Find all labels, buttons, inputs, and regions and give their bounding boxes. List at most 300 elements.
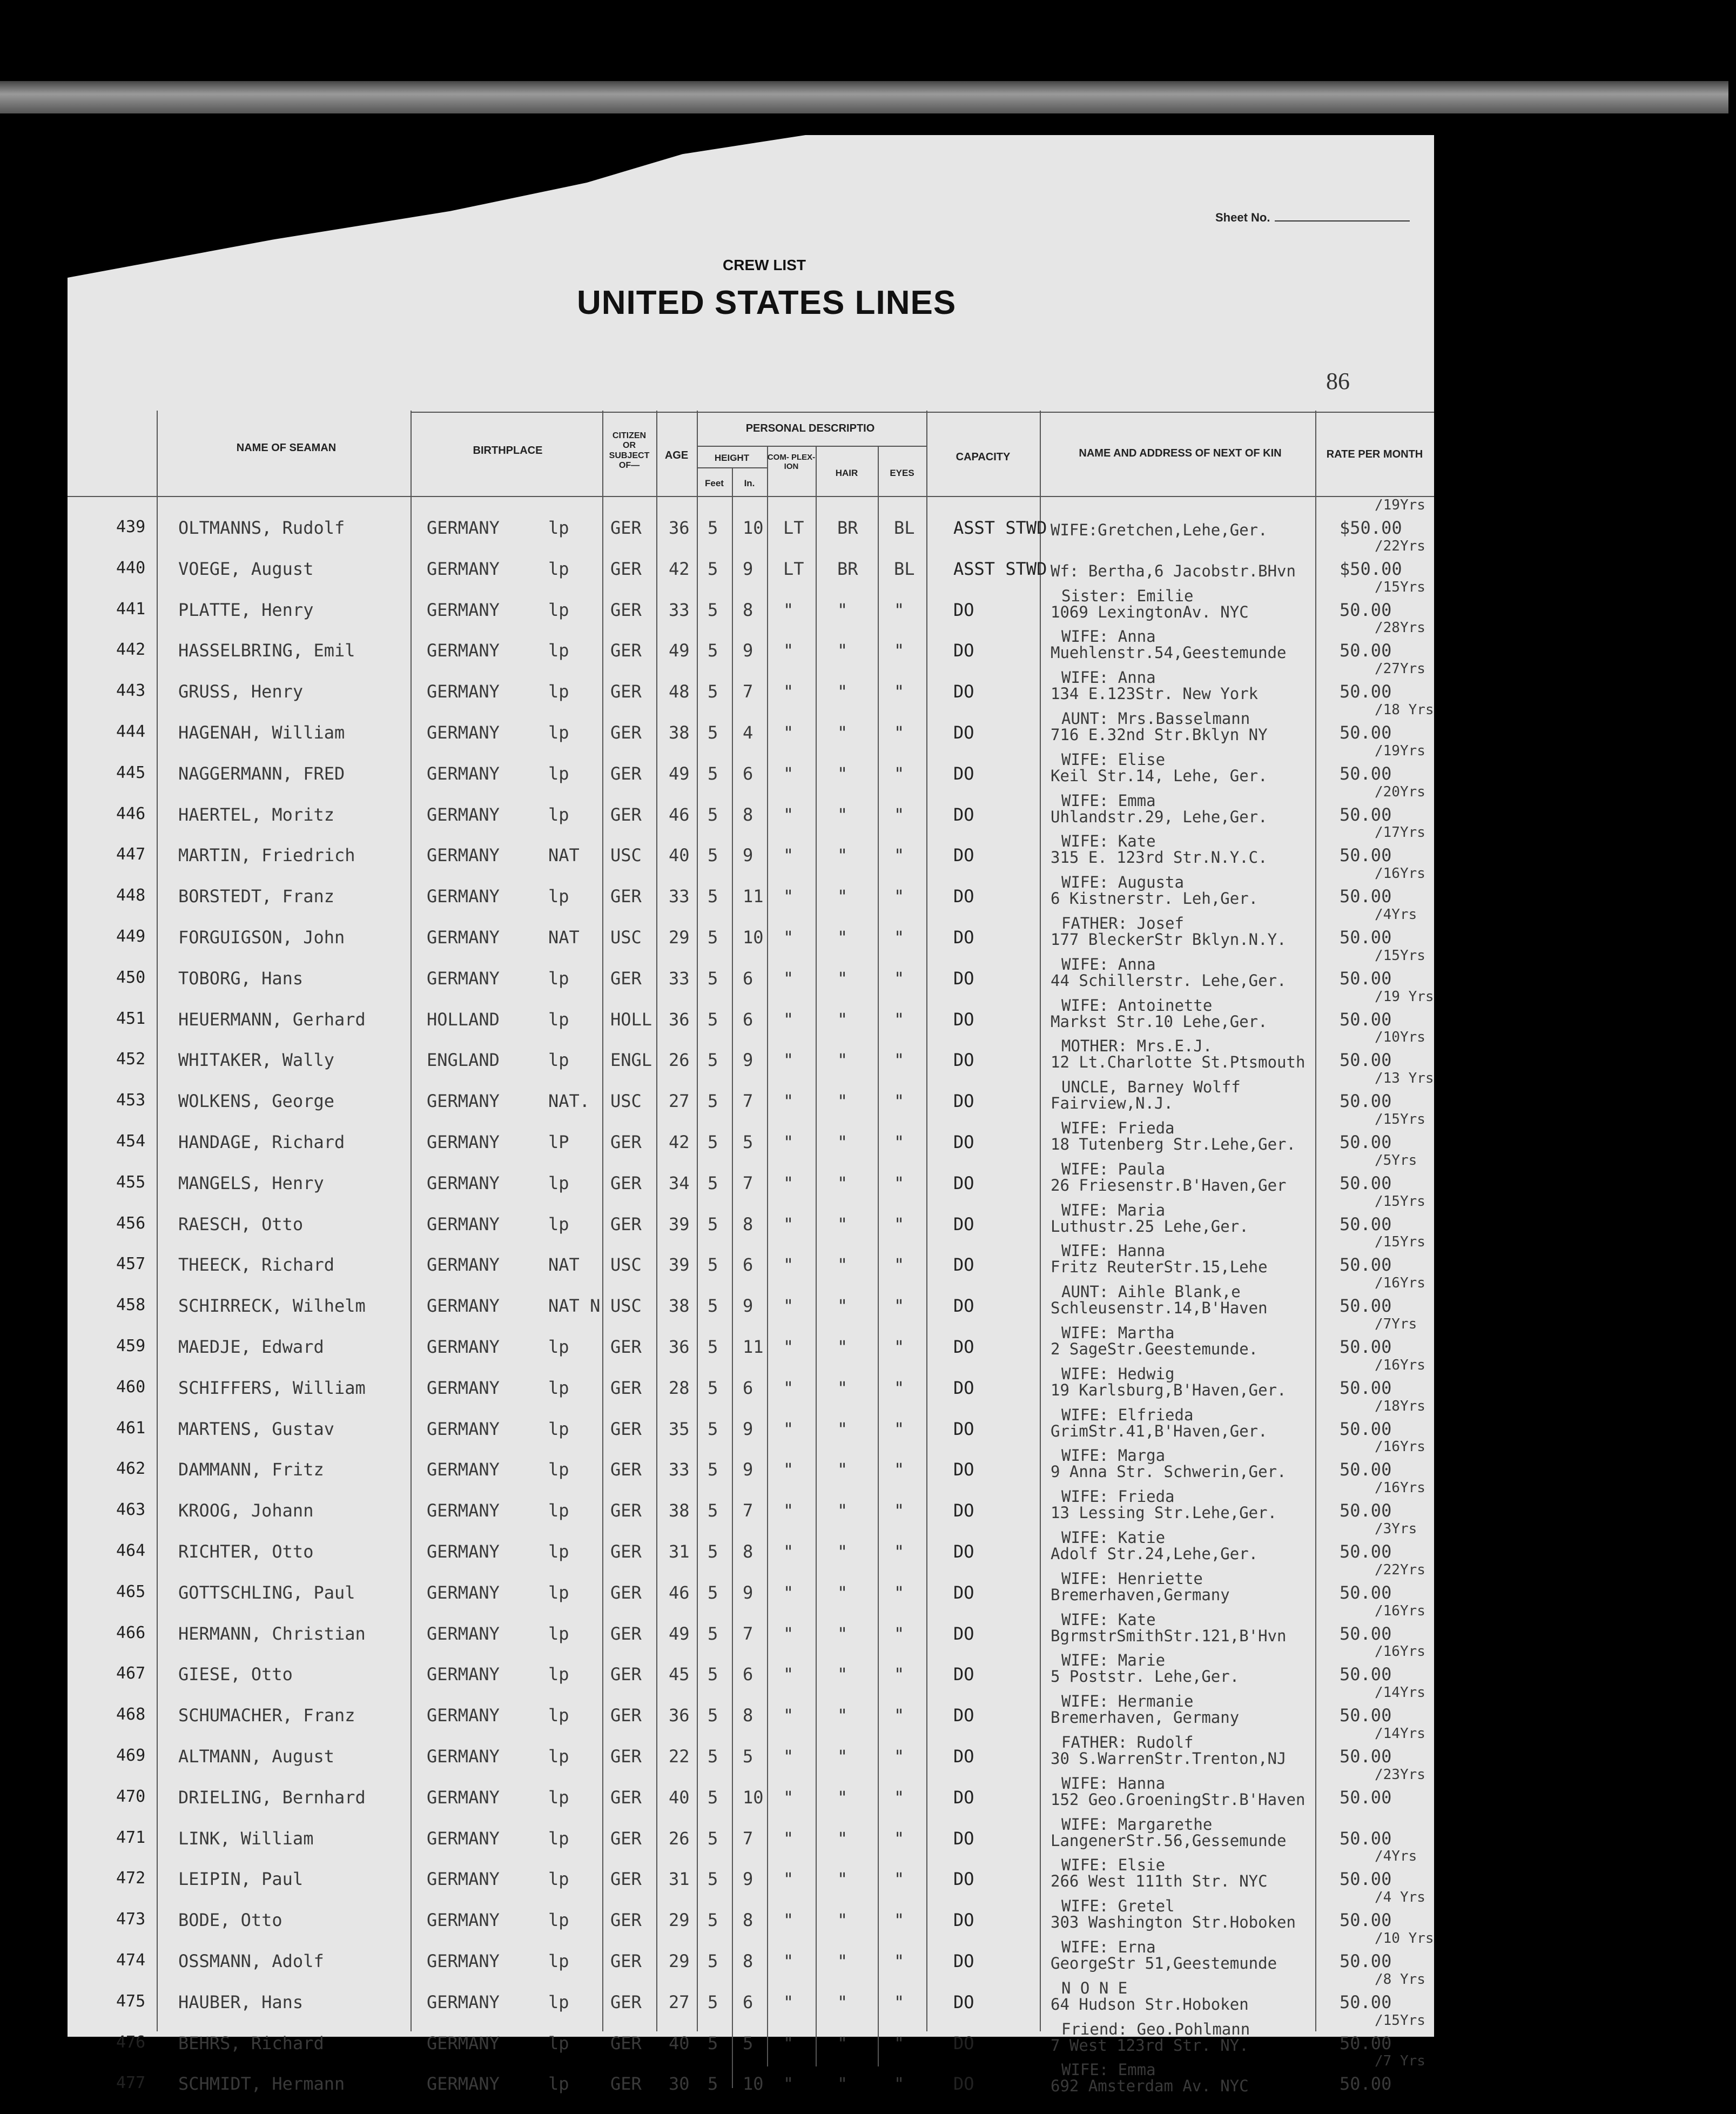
next-of-kin-name: WIFE: Martha <box>1061 1324 1175 1342</box>
seaman-name: OSSMANN, Adolf <box>178 1951 324 1971</box>
capacity: DO <box>953 1091 974 1112</box>
height-feet: 5 <box>708 2032 718 2053</box>
height-feet: 5 <box>708 722 718 743</box>
height-inches: 9 <box>743 1050 753 1071</box>
height-feet: 5 <box>708 558 718 579</box>
complexion: " <box>783 845 794 866</box>
complexion: " <box>783 1009 794 1030</box>
years-service: /28Yrs <box>1375 620 1425 636</box>
eye-color: " <box>894 1377 905 1398</box>
hair-color: " <box>837 1459 848 1480</box>
complexion: " <box>783 1418 794 1439</box>
height-feet: 5 <box>708 1296 718 1317</box>
years-service: /15Yrs <box>1375 1234 1425 1251</box>
years-service: /16Yrs <box>1375 1643 1425 1660</box>
film-edge-band <box>0 81 1728 113</box>
height-inches: 6 <box>743 1009 753 1030</box>
complexion: " <box>783 763 794 784</box>
header-rate: RATE PER MONTH <box>1326 448 1423 460</box>
rate-per-month: 50.00 <box>1340 2073 1392 2095</box>
height-feet: 5 <box>708 1459 718 1480</box>
personal-desc-rule <box>697 446 926 447</box>
table-row <box>0 1357 1736 1397</box>
row-number: 457 <box>116 1254 146 1274</box>
next-of-kin-address: Uhlandstr.29, Lehe,Ger. <box>1051 807 1268 826</box>
hair-color: " <box>837 1500 848 1521</box>
table-row <box>0 1111 1736 1151</box>
eye-color: " <box>894 1091 905 1112</box>
age: 48 <box>669 681 690 702</box>
rate-per-month: 50.00 <box>1340 886 1392 907</box>
years-service: /16Yrs <box>1375 1275 1425 1292</box>
next-of-kin-address: 44 Schillerstr. Lehe,Ger. <box>1051 971 1287 990</box>
citizenship: GER <box>610 1172 642 1193</box>
birthplace: GERMANY <box>427 599 500 620</box>
next-of-kin-address: BgrmstrSmithStr.121,B'Hvn <box>1051 1626 1287 1645</box>
citizenship: GER <box>610 2073 642 2095</box>
seaman-name: NAGGERMANN, FRED <box>178 763 345 784</box>
capacity: DO <box>953 640 974 661</box>
age: 49 <box>669 640 690 661</box>
years-service: /22Yrs <box>1375 538 1425 554</box>
capacity: DO <box>953 1009 974 1030</box>
next-of-kin-address: 134 E.123Str. New York <box>1051 684 1259 703</box>
hair-color: " <box>837 1296 848 1317</box>
capacity: ASST STWD <box>953 558 1047 579</box>
height-feet: 5 <box>708 1050 718 1071</box>
row-number: 455 <box>116 1172 146 1192</box>
height-feet: 5 <box>708 599 718 620</box>
age: 36 <box>669 1337 690 1357</box>
next-of-kin-address: 315 E. 123rd Str.N.Y.C. <box>1051 848 1268 867</box>
hair-color: " <box>837 1050 848 1071</box>
seaman-name: BEHRS, Richard <box>178 2032 324 2053</box>
row-number: 469 <box>116 1746 146 1765</box>
row-number: 473 <box>116 1910 146 1929</box>
next-of-kin-name: WIFE: Maria <box>1061 1200 1166 1219</box>
next-of-kin-name: WIFE: Hermanie <box>1061 1692 1194 1711</box>
height-inches: 10 <box>743 518 764 538</box>
age: 33 <box>669 968 690 989</box>
citizenship: GER <box>610 1951 642 1971</box>
height-inches: 9 <box>743 1418 753 1439</box>
citizenship: GER <box>610 1541 642 1562</box>
entry-mark: lp <box>548 1664 569 1685</box>
hair-color: " <box>837 1664 848 1685</box>
rate-per-month: 50.00 <box>1340 1172 1392 1193</box>
next-of-kin-name: WIFE: Elfrieda <box>1061 1405 1194 1424</box>
row-number: 462 <box>116 1459 146 1479</box>
age: 45 <box>669 1664 690 1685</box>
age: 42 <box>669 558 690 579</box>
table-row <box>0 661 1736 701</box>
birthplace: GERMANY <box>427 1091 500 1112</box>
complexion: " <box>783 1296 794 1317</box>
age: 38 <box>669 1500 690 1521</box>
height-inches: 9 <box>743 558 753 579</box>
row-number: 456 <box>116 1213 146 1233</box>
next-of-kin-name: WIFE: Elise <box>1061 750 1166 769</box>
row-number: 474 <box>116 1951 146 1970</box>
birthplace: GERMANY <box>427 2073 500 2095</box>
next-of-kin-name: WIFE: Katie <box>1061 1528 1166 1547</box>
eye-color: " <box>894 1746 905 1767</box>
height-inches: 10 <box>743 927 764 948</box>
years-service: /15Yrs <box>1375 579 1425 595</box>
height-inches: 9 <box>743 1582 753 1603</box>
citizenship: GER <box>610 1991 642 2012</box>
capacity: DO <box>953 1828 974 1849</box>
row-number: 453 <box>116 1091 146 1110</box>
entry-mark: lp <box>548 640 569 661</box>
hair-color: " <box>837 1828 848 1849</box>
entry-mark: lp <box>548 681 569 702</box>
birthplace: GERMANY <box>427 1623 500 1644</box>
table-row <box>0 2012 1736 2055</box>
citizenship: GER <box>610 763 642 784</box>
height-inches: 10 <box>743 1787 764 1808</box>
next-of-kin-address: 12 Lt.Charlotte St.Ptsmouth <box>1051 1053 1306 1072</box>
row-number: 451 <box>116 1009 146 1028</box>
eye-color: " <box>894 599 905 620</box>
complexion: LT <box>783 558 804 579</box>
age: 31 <box>669 1869 690 1890</box>
eye-color: " <box>894 1910 905 1931</box>
birthplace: GERMANY <box>427 1991 500 2012</box>
capacity: DO <box>953 1296 974 1317</box>
next-of-kin-name: WIFE: Kate <box>1061 1610 1156 1629</box>
capacity: ASST STWD <box>953 518 1047 538</box>
age: 33 <box>669 1459 690 1480</box>
height-feet: 5 <box>708 1009 718 1030</box>
years-service: /15Yrs <box>1375 2012 1425 2029</box>
seaman-name: OLTMANNS, Rudolf <box>178 518 345 538</box>
age: 29 <box>669 1910 690 1931</box>
height-inches: 7 <box>743 1091 753 1112</box>
next-of-kin-address: 5 Poststr. Lehe,Ger. <box>1051 1667 1240 1686</box>
height-inches: 8 <box>743 1951 753 1971</box>
rate-per-month: 50.00 <box>1340 927 1392 948</box>
eye-color: " <box>894 1991 905 2012</box>
next-of-kin-name: WIFE: Elsie <box>1061 1856 1166 1875</box>
age: 34 <box>669 1172 690 1193</box>
hair-color: " <box>837 1091 848 1112</box>
height-inches: 10 <box>743 2073 764 2095</box>
height-feet: 5 <box>708 1664 718 1685</box>
citizenship: USC <box>610 1254 642 1276</box>
birthplace: GERMANY <box>427 1172 500 1193</box>
height-feet: 5 <box>708 763 718 784</box>
header-birthplace: BIRTHPLACE <box>473 445 543 457</box>
next-of-kin-name: WIFE: Henriette <box>1061 1569 1203 1588</box>
complexion: " <box>783 681 794 702</box>
header-next-of-kin: NAME AND ADDRESS OF NEXT OF KIN <box>1079 447 1282 459</box>
rate-per-month: 50.00 <box>1340 763 1392 784</box>
height-inches: 9 <box>743 1459 753 1480</box>
birthplace: GERMANY <box>427 1132 500 1152</box>
table-row <box>0 1930 1736 1970</box>
birthplace: GERMANY <box>427 927 500 948</box>
citizenship: GER <box>610 1664 642 1685</box>
capacity: DO <box>953 1746 974 1767</box>
age: 36 <box>669 1009 690 1030</box>
table-row <box>0 824 1736 867</box>
row-number: 450 <box>116 968 146 987</box>
seaman-name: DRIELING, Bernhard <box>178 1787 366 1808</box>
hair-color: BR <box>837 558 858 579</box>
next-of-kin-address: 692 Amsterdam Av. NYC <box>1051 2077 1249 2096</box>
citizenship: USC <box>610 1091 642 1112</box>
seaman-name: HASSELBRING, Emil <box>178 640 355 661</box>
birthplace: GERMANY <box>427 1664 500 1685</box>
age: 30 <box>669 2073 690 2095</box>
seaman-name: HANDAGE, Richard <box>178 1132 345 1152</box>
height-feet: 5 <box>708 1951 718 1971</box>
citizenship: GER <box>610 1787 642 1808</box>
birthplace: GERMANY <box>427 518 500 538</box>
height-inches: 6 <box>743 1254 753 1276</box>
age: 42 <box>669 1132 690 1152</box>
entry-mark: lp <box>548 1582 569 1603</box>
capacity: DO <box>953 1582 974 1603</box>
entry-mark: lp <box>548 518 569 538</box>
entry-mark: lp <box>548 1172 569 1193</box>
height-feet: 5 <box>708 927 718 948</box>
birthplace: GERMANY <box>427 1254 500 1276</box>
eye-color: " <box>894 640 905 661</box>
hair-color: " <box>837 1705 848 1726</box>
complexion: " <box>783 1459 794 1480</box>
age: 40 <box>669 845 690 866</box>
next-of-kin-address: Keil Str.14, Lehe, Ger. <box>1051 766 1268 785</box>
table-row <box>0 1521 1736 1561</box>
citizenship: GER <box>610 518 642 538</box>
table-row <box>0 1562 1736 1602</box>
rate-per-month: 50.00 <box>1340 599 1392 620</box>
capacity: DO <box>953 1541 974 1562</box>
years-service: /22Yrs <box>1375 1561 1425 1578</box>
hair-color: " <box>837 681 848 702</box>
complexion: " <box>783 968 794 989</box>
eye-color: " <box>894 845 905 866</box>
next-of-kin-address: WIFE:Gretchen,Lehe,Ger. <box>1051 521 1268 539</box>
table-row <box>0 1726 1736 1766</box>
crew-list-title: CREW LIST <box>723 257 806 273</box>
row-number: 475 <box>116 1991 146 2011</box>
next-of-kin-address: 13 Lessing Str.Lehe,Ger. <box>1051 1504 1277 1522</box>
next-of-kin-name: WIFE: Anna <box>1061 627 1156 646</box>
complexion: " <box>783 1541 794 1562</box>
citizenship: HOLL <box>610 1009 652 1030</box>
entry-mark: lp <box>548 1009 569 1030</box>
height-feet: 5 <box>708 681 718 702</box>
years-service: /16Yrs <box>1375 1357 1425 1373</box>
next-of-kin-address: Muehlenstr.54,Geestemunde <box>1051 643 1287 662</box>
birthplace: GERMANY <box>427 640 500 661</box>
seaman-name: LEIPIN, Paul <box>178 1869 304 1890</box>
entry-mark: lp <box>548 1787 569 1808</box>
years-service: /4 Yrs <box>1375 1889 1425 1906</box>
citizenship: GER <box>610 968 642 989</box>
seaman-name: HAGENAH, William <box>178 722 345 743</box>
age: 27 <box>669 1091 690 1112</box>
height-feet: 5 <box>708 1582 718 1603</box>
height-feet: 5 <box>708 1991 718 2012</box>
row-number: 463 <box>116 1500 146 1520</box>
height-inches: 8 <box>743 1705 753 1726</box>
height-feet: 5 <box>708 1869 718 1890</box>
entry-mark: lp <box>548 1828 569 1849</box>
years-service: /7Yrs <box>1375 1316 1417 1332</box>
next-of-kin-address: 9 Anna Str. Schwerin,Ger. <box>1051 1462 1287 1481</box>
rate-per-month: 50.00 <box>1340 1828 1392 1849</box>
row-number: 442 <box>116 640 146 660</box>
height-feet: 5 <box>708 640 718 661</box>
rate-per-month: 50.00 <box>1340 845 1392 866</box>
age: 40 <box>669 2032 690 2053</box>
company-title: UNITED STATES LINES <box>577 284 957 321</box>
height-inches: 11 <box>743 886 764 907</box>
entry-mark: lp <box>548 1951 569 1971</box>
rate-per-month: $50.00 <box>1340 518 1402 538</box>
birthplace: GERMANY <box>427 1787 500 1808</box>
next-of-kin-name: FATHER: Rudolf <box>1061 1733 1194 1751</box>
height-feet: 5 <box>708 1500 718 1521</box>
capacity: DO <box>953 1132 974 1152</box>
hair-color: " <box>837 1418 848 1439</box>
years-service: /20Yrs <box>1375 783 1425 800</box>
seaman-name: SCHMIDT, Hermann <box>178 2073 345 2095</box>
capacity: DO <box>953 1213 974 1234</box>
hair-color: " <box>837 804 848 825</box>
next-of-kin-address: 152 Geo.GroeningStr.B'Haven <box>1051 1790 1306 1809</box>
entry-mark: lp <box>548 1991 569 2012</box>
capacity: DO <box>953 763 974 784</box>
complexion: LT <box>783 518 804 538</box>
entry-mark: lp <box>548 886 569 907</box>
height-inches: 9 <box>743 845 753 866</box>
complexion: " <box>783 886 794 907</box>
seaman-name: WOLKENS, George <box>178 1091 334 1112</box>
table-row <box>0 1316 1736 1356</box>
entry-mark: lp <box>548 804 569 825</box>
height-feet: 5 <box>708 1623 718 1644</box>
eye-color: BL <box>894 558 915 579</box>
rate-per-month: 50.00 <box>1340 681 1392 702</box>
table-row <box>0 579 1736 619</box>
citizenship: GER <box>610 1582 642 1603</box>
entry-mark: lp <box>548 722 569 743</box>
next-of-kin-name: WIFE: Hedwig <box>1061 1364 1175 1383</box>
rate-per-month: 50.00 <box>1340 640 1392 661</box>
age: 26 <box>669 1828 690 1849</box>
complexion: " <box>783 1172 794 1193</box>
years-service: /15Yrs <box>1375 947 1425 964</box>
table-row <box>0 1193 1736 1236</box>
eye-color: " <box>894 1623 905 1644</box>
complexion: " <box>783 1337 794 1357</box>
next-of-kin-address: 303 Washington Str.Hoboken <box>1051 1913 1296 1932</box>
next-of-kin-address: Fritz ReuterStr.15,Lehe <box>1051 1258 1268 1277</box>
table-row <box>0 1889 1736 1932</box>
birthplace: GERMANY <box>427 1500 500 1521</box>
eye-color: " <box>894 2073 905 2095</box>
height-feet: 5 <box>708 1787 718 1808</box>
next-of-kin-address: 18 Tutenberg Str.Lehe,Ger. <box>1051 1135 1296 1153</box>
height-inches: 6 <box>743 1991 753 2012</box>
age: 33 <box>669 886 690 907</box>
capacity: DO <box>953 1459 974 1480</box>
seaman-name: MAEDJE, Edward <box>178 1337 324 1357</box>
hair-color: " <box>837 1869 848 1890</box>
rate-per-month: $50.00 <box>1340 558 1402 579</box>
rate-per-month: 50.00 <box>1340 1091 1392 1112</box>
table-row <box>0 1029 1736 1072</box>
age: 49 <box>669 1623 690 1644</box>
rate-per-month: 50.00 <box>1340 1541 1392 1562</box>
eye-color: " <box>894 681 905 702</box>
seaman-name: ALTMANN, August <box>178 1746 334 1767</box>
height-inches: 6 <box>743 968 753 989</box>
header-height: HEIGHT <box>714 453 750 463</box>
next-of-kin-name: Sister: Emilie <box>1061 586 1194 605</box>
capacity: DO <box>953 1991 974 2012</box>
next-of-kin-address: Bremerhaven, Germany <box>1051 1708 1240 1727</box>
birthplace: GERMANY <box>427 968 500 989</box>
seaman-name: DAMMANN, Fritz <box>178 1459 324 1480</box>
age: 35 <box>669 1418 690 1439</box>
height-feet: 5 <box>708 1377 718 1398</box>
next-of-kin-name: WIFE: Marga <box>1061 1446 1166 1465</box>
height-inches: 8 <box>743 1541 753 1562</box>
next-of-kin-name: AUNT: Mrs.Basselmann <box>1061 709 1250 728</box>
hair-color: " <box>837 1951 848 1971</box>
age: 29 <box>669 927 690 948</box>
years-service: /19 Yrs <box>1375 988 1434 1005</box>
entry-mark: lp <box>548 1541 569 1562</box>
table-row <box>0 1848 1736 1891</box>
row-number: 471 <box>116 1828 146 1847</box>
eye-color: " <box>894 968 905 989</box>
age: 40 <box>669 1787 690 1808</box>
next-of-kin-name: WIFE: Margarethe <box>1061 1815 1213 1834</box>
birthplace: GERMANY <box>427 681 500 702</box>
citizenship: GER <box>610 1746 642 1767</box>
height-inches: 11 <box>743 1337 764 1357</box>
entry-mark: lp <box>548 1910 569 1931</box>
next-of-kin-address: Wf: Bertha,6 Jacobstr.BHvn <box>1051 561 1296 580</box>
eye-color: " <box>894 1787 905 1808</box>
birthplace: GERMANY <box>427 763 500 784</box>
complexion: " <box>783 1582 794 1603</box>
header-age: AGE <box>664 449 689 461</box>
hair-color: " <box>837 845 848 866</box>
years-service: /16Yrs <box>1375 1439 1425 1455</box>
citizenship: GER <box>610 1869 642 1890</box>
citizenship: GER <box>610 1418 642 1439</box>
years-service: /16Yrs <box>1375 1602 1425 1619</box>
eye-color: " <box>894 1828 905 1849</box>
birthplace: GERMANY <box>427 1213 500 1234</box>
years-service: /19Yrs <box>1375 742 1425 759</box>
table-row <box>0 907 1736 947</box>
height-inches: 5 <box>743 2032 753 2053</box>
next-of-kin-address: 2 SageStr.Geestemunde. <box>1051 1340 1259 1358</box>
next-of-kin-address: Luthustr.25 Lehe,Ger. <box>1051 1217 1249 1236</box>
rate-per-month: 50.00 <box>1340 1705 1392 1726</box>
hair-color: " <box>837 640 848 661</box>
age: 49 <box>669 763 690 784</box>
